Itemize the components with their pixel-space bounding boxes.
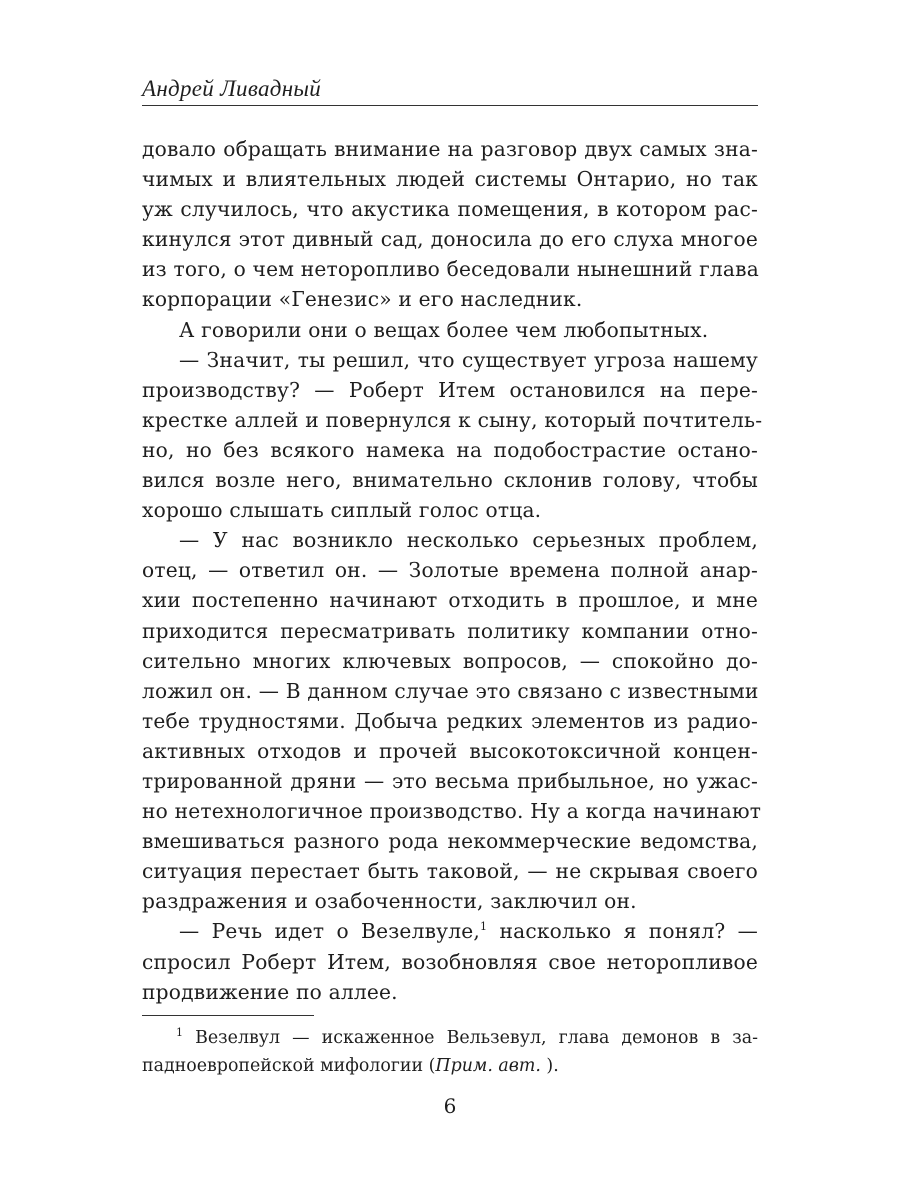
text-line: трированной дряни — это весьма прибыльное, но ужас-: [142, 768, 758, 793]
text-line: корпорации «Генезис» и его наследник.: [142, 287, 583, 312]
text-line: сительно многих ключевых вопросов, — спокойно до-: [142, 648, 758, 673]
text-line: вился возле него, внимательно склонив голову, чтобы: [142, 468, 758, 493]
text-line: активных отходов и прочей высокотоксичной концен-: [142, 738, 758, 763]
text-line: довало обращать внимание на разговор двух самых зна-: [142, 137, 758, 161]
text-line: — Значит, ты решил, что существует угроза нашему: [179, 347, 758, 372]
text-line: приходится пересматривать политику компании отно-: [142, 618, 758, 643]
footnote: [142, 1024, 758, 1080]
text-line: производству? — Роберт Итем остановился на пере-: [142, 377, 758, 402]
text-line: уж случилось, что акустика помещения, в котором рас-: [142, 197, 758, 222]
text-line: А говорили они о вещах более чем любопытных.: [179, 317, 709, 342]
body-text: [142, 134, 763, 1007]
footnote-line: [142, 1024, 758, 1052]
text-line: — У нас возникло несколько серьезных проблем,: [179, 528, 758, 553]
footnote-text: Везелвул — искаженное Вельзевул, глава демонов в за-: [183, 1028, 758, 1048]
text-line: из того, о чем неторопливо беседовали нынешний глава: [142, 257, 759, 282]
footnote-reference: 1: [480, 920, 488, 934]
text-line: спросил Роберт Итем, возобновляя свое неторопливое: [142, 949, 758, 974]
footnote-number: 1: [176, 1026, 183, 1039]
text-line: хии постепенно начинают отходить в прошлое, и мне: [142, 588, 758, 613]
text-line: но, но без всякого намека на подобострастие остано-: [142, 437, 758, 462]
text-line: ложил он. — В данном случае это связано с известными: [142, 678, 759, 703]
text-line: тебе трудностями. Добыча редких элементов из радио-: [142, 708, 758, 733]
text-line: отец, — ответил он. — Золотые времена полной анар-: [142, 558, 758, 583]
footnote-rule: [142, 1015, 314, 1016]
text-line: раздражения и озабоченности, заключил он.: [142, 889, 637, 914]
text-fragment: насколько я понял? —: [487, 919, 758, 944]
text-line: кинулся этот дивный сад, доносила до его слуха многое: [142, 227, 758, 252]
text-line: хорошо слышать сиплый голос отца.: [142, 498, 542, 523]
header-rule: [142, 105, 758, 106]
footnote-line: [142, 1052, 758, 1080]
text-line: крестке аллей и повернулся к сыну, который почтитель-: [142, 407, 763, 432]
text-line: ситуация перестает быть таковой, — не скрывая своего: [142, 859, 758, 884]
running-header-author: Андрей Ливадный: [142, 76, 322, 101]
footnote-text: падноевропейской мифологии (: [142, 1056, 436, 1076]
text-line: но нетехнологичное производство. Ну а когда начинают: [142, 799, 762, 824]
text-line: вмешиваться разного рода некоммерческие ведомства,: [142, 829, 758, 854]
footnote-text: ).: [540, 1056, 559, 1076]
text-fragment: — Речь идет о Везелвуле,: [179, 919, 481, 944]
footnote-italic-note: Прим. авт.: [435, 1056, 541, 1076]
text-line: чимых и влиятельных людей системы Онтарио, но так: [142, 167, 758, 192]
text-line: продвижение по аллее.: [142, 979, 398, 1004]
text-line-with-footnote-ref: [142, 916, 758, 946]
page-number: 6: [443, 1094, 457, 1118]
